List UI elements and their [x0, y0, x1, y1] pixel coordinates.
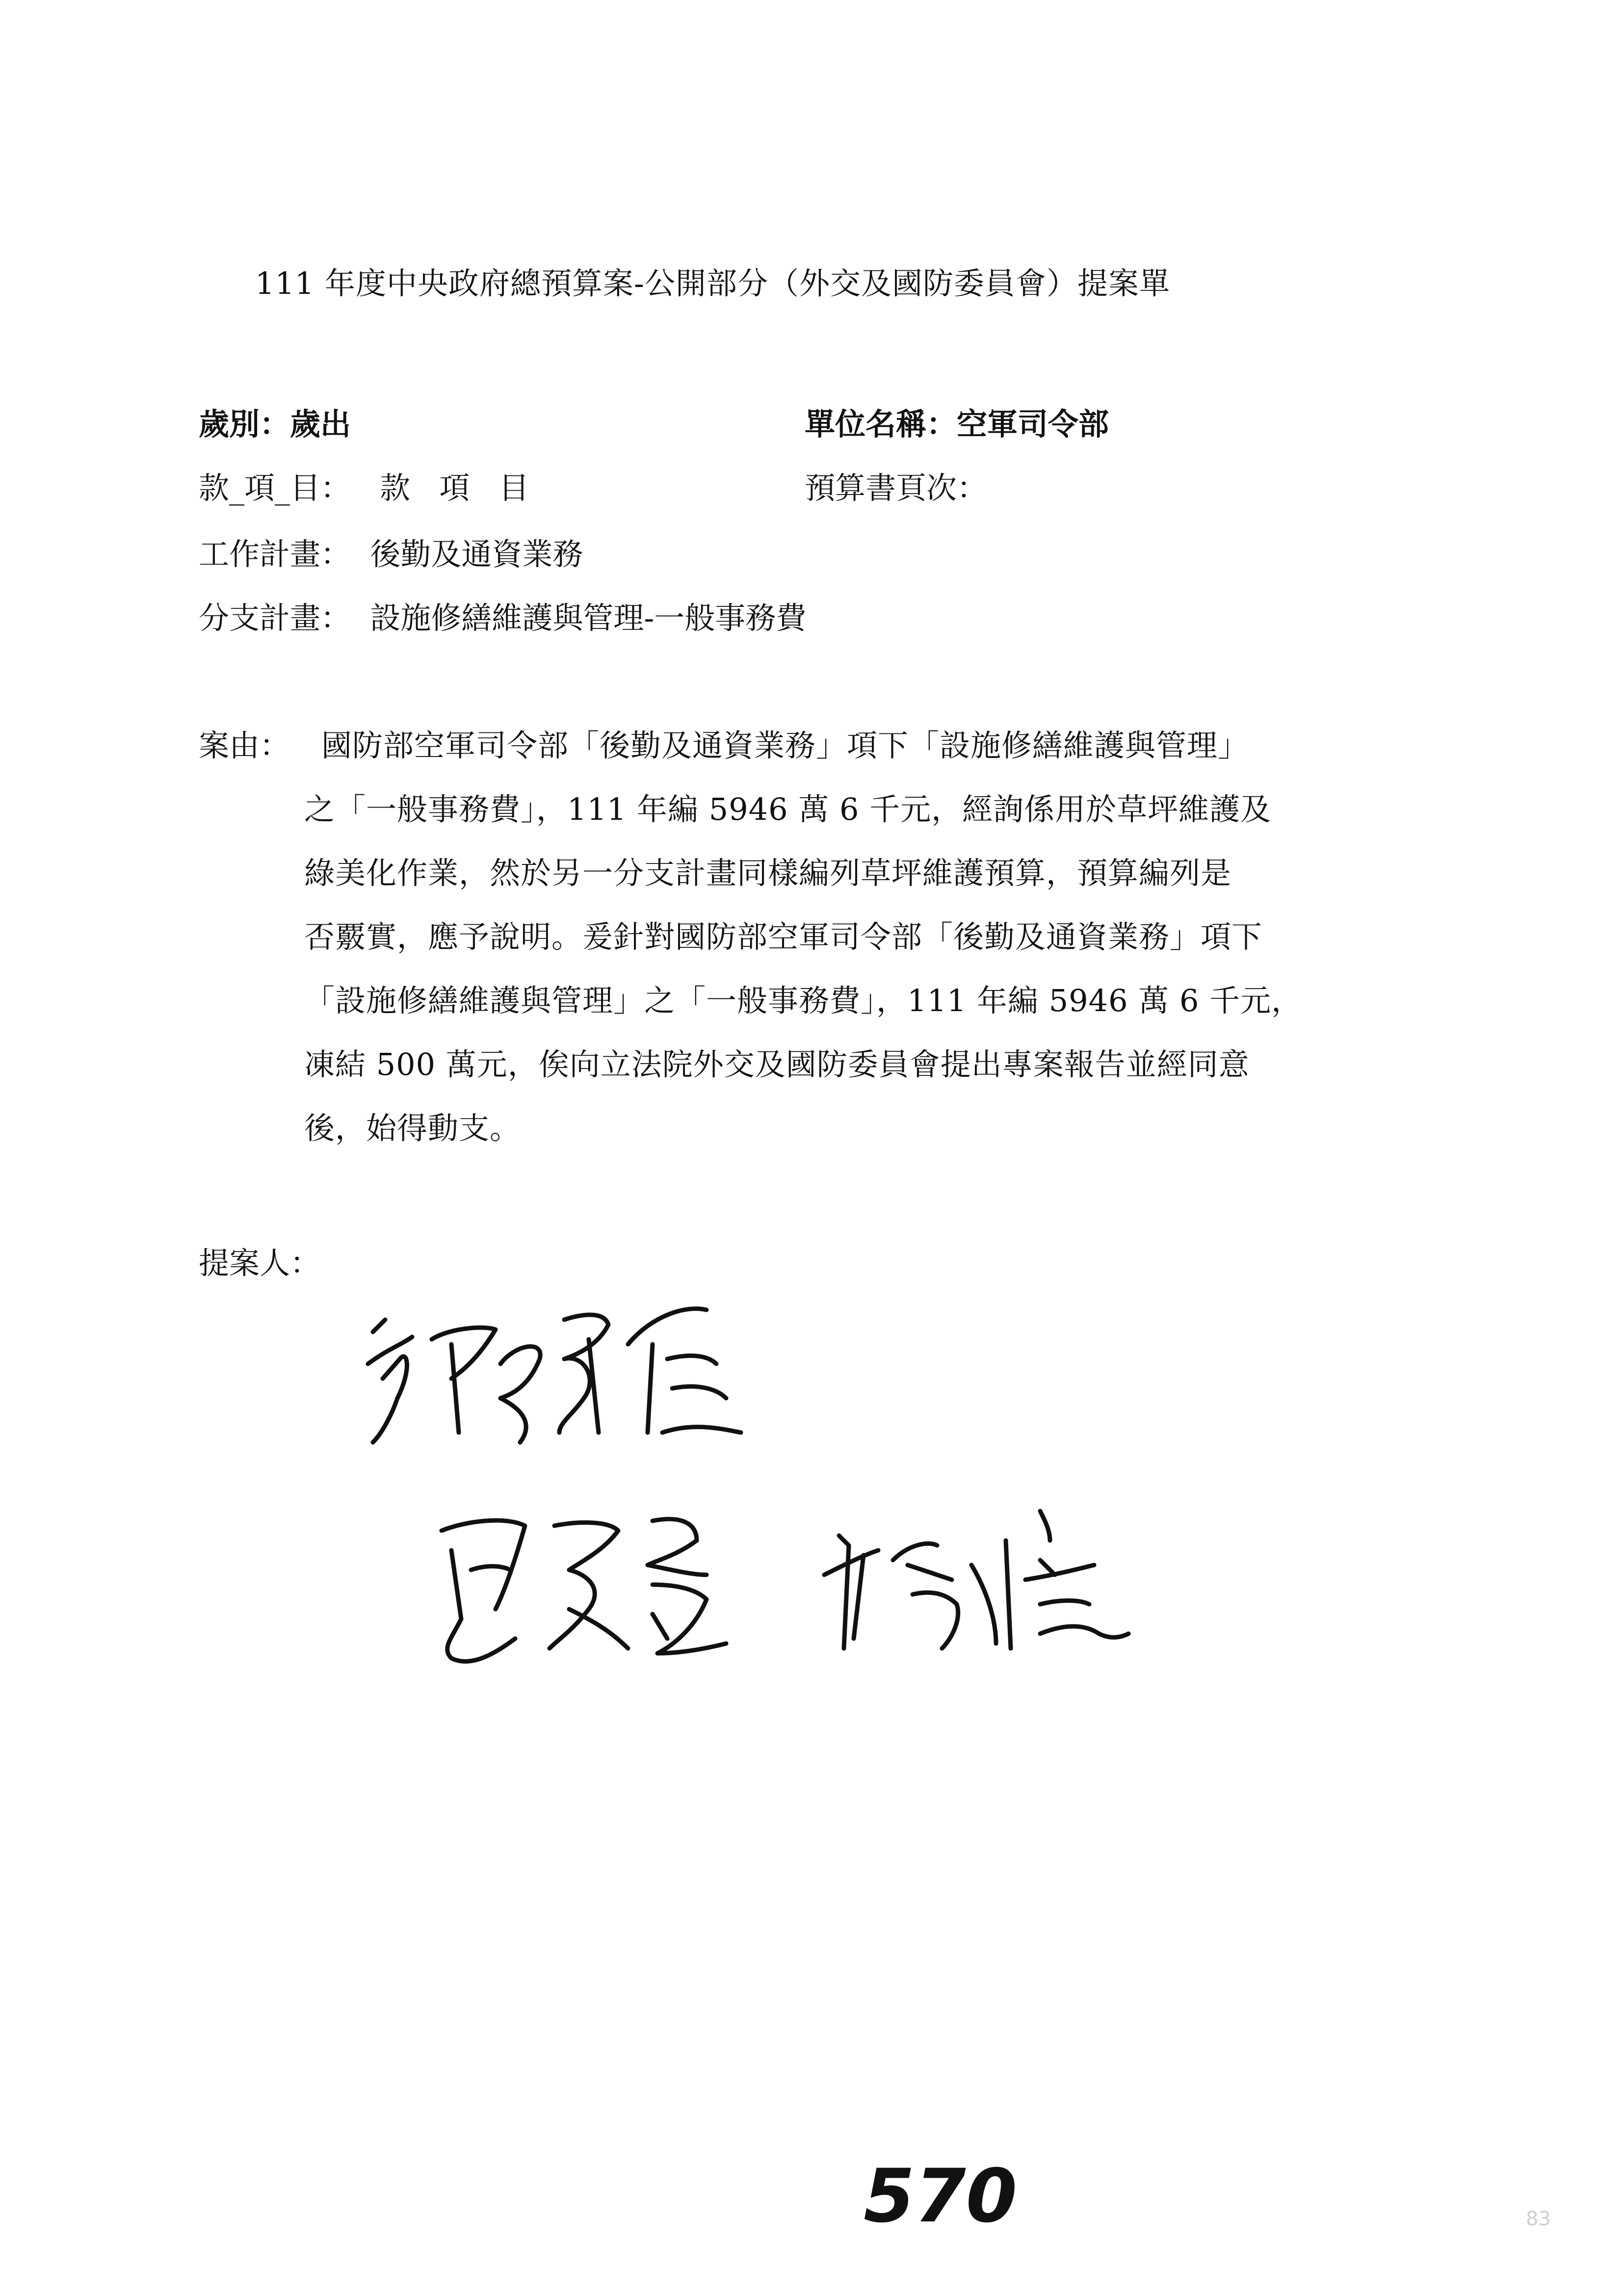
proposer-label: 提案人：: [199, 1245, 321, 1281]
budget-page-field: 預算書頁次：: [805, 470, 988, 506]
reason-label: 案由：: [199, 728, 290, 763]
reason-line: 否覈實，應予說明。爰針對國防部空軍司令部「後勤及通資業務」項下: [304, 919, 1263, 955]
reason-line: 凍結 500 萬元，俟向立法院外交及國防委員會提出專案報告並經同意: [304, 1046, 1250, 1082]
page-number: 570: [864, 2154, 1018, 2239]
document-title: 111 年度中央政府總預算案-公開部分（外交及國防委員會）提案單: [255, 265, 1170, 301]
reason-line: 綠美化作業，然於另一分支計畫同樣編列草坪維護預算，預算編列是: [304, 855, 1232, 891]
corner-mark: 83: [1526, 2208, 1551, 2230]
reason-line: 之「一般事務費」，111 年編 5946 萬 6 千元，經詢係用於草坪維護及: [304, 791, 1272, 827]
signature-1: [353, 1285, 775, 1462]
signature-2: [422, 1491, 1227, 1688]
work-plan-field: 工作計畫： 後勤及通資業務: [199, 536, 583, 572]
unit-field: 單位名稱：空軍司令部: [805, 406, 1109, 442]
item-field: 款_項_目： 款 項 目: [199, 470, 529, 506]
reason-line: 國防部空軍司令部「後勤及通資業務」項下「設施修繕維護與管理」: [321, 728, 1249, 763]
reason-line: 後，始得動支。: [304, 1110, 521, 1146]
branch-plan-field: 分支計畫： 設施修繕維護與管理-一般事務費: [199, 600, 807, 636]
category-field: 歲別：歲出: [199, 406, 351, 442]
reason-line: 「設施修繕維護與管理」之「一般事務費」，111 年編 5946 萬 6 千元，: [304, 983, 1303, 1018]
